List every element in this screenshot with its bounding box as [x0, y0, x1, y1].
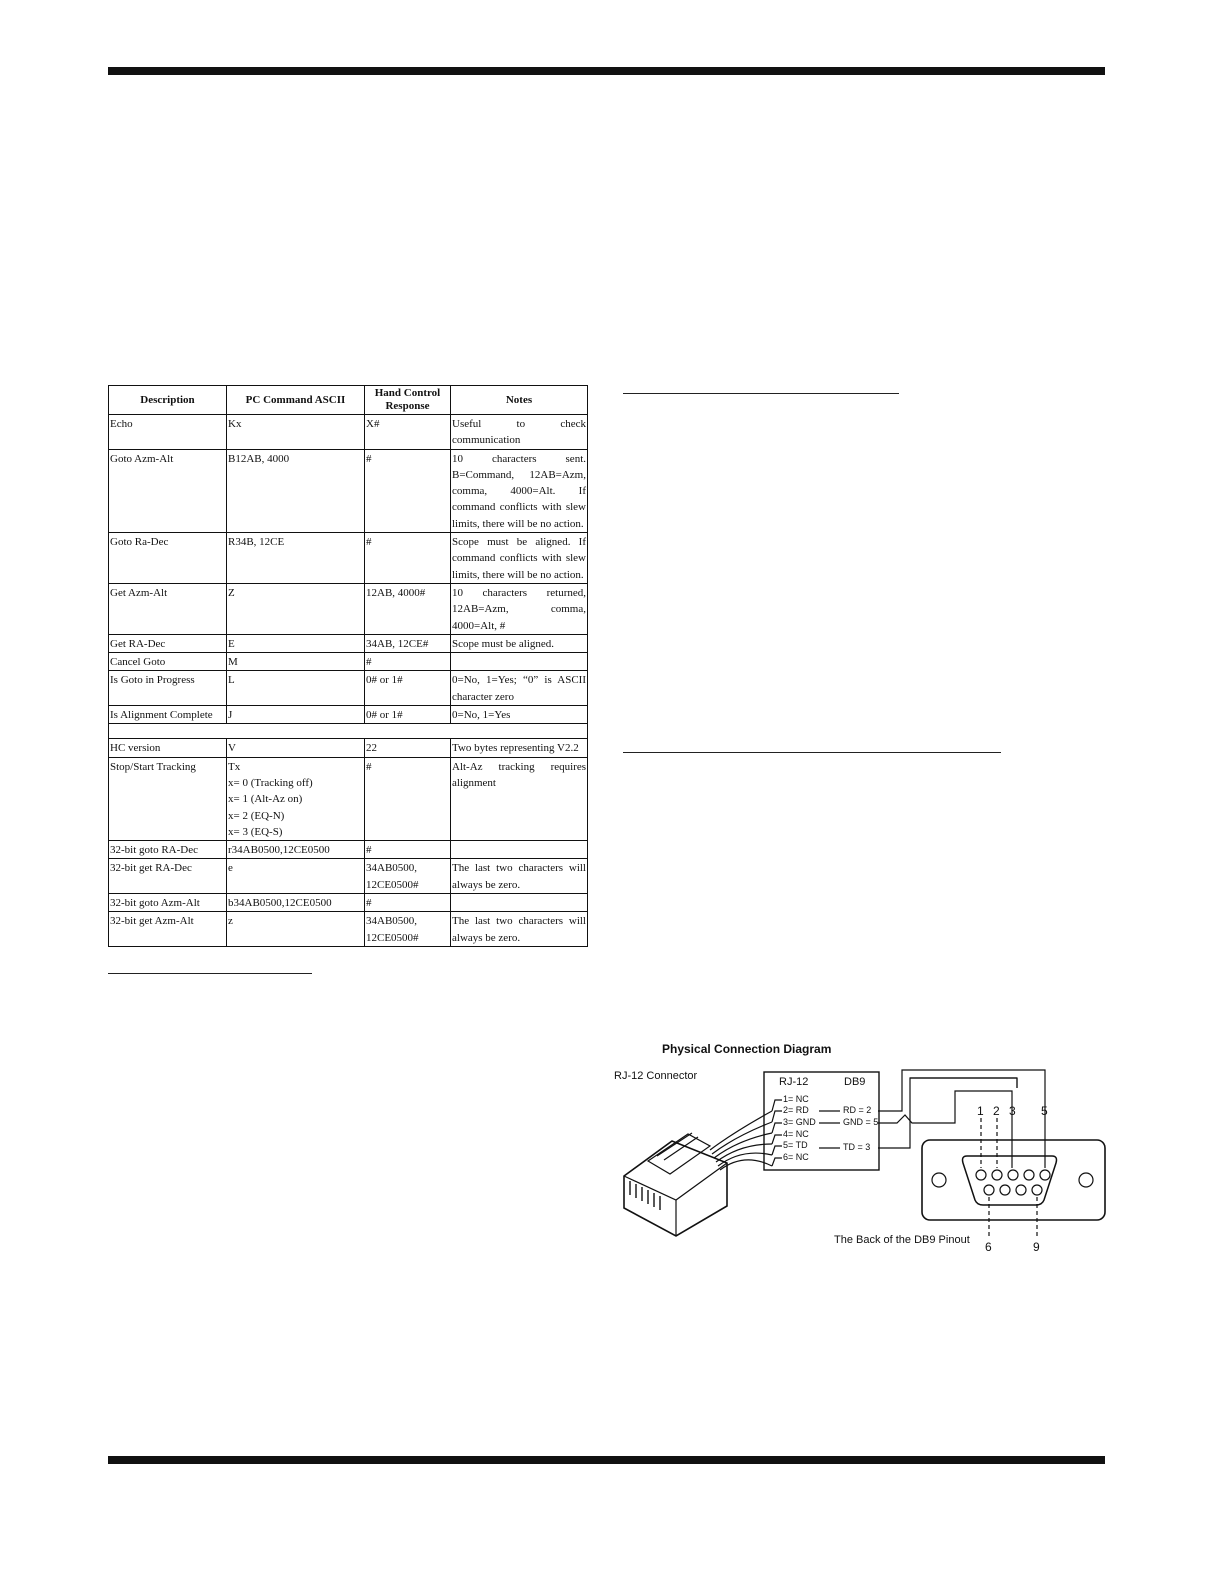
cell-notes: [451, 533, 588, 584]
cell-notes: [451, 671, 588, 706]
table-row: [109, 757, 588, 840]
rj12-pin-1: 1= NC: [783, 1094, 809, 1104]
connector-label: RJ-12 Connector: [614, 1070, 698, 1082]
cell-hc-response: [365, 706, 451, 724]
notes-text: 0=No, 1=Yes: [452, 709, 511, 722]
cell-pc-command-line: x= 0 (Tracking off): [228, 776, 313, 789]
cell-pc-command-line: x= 3 (EQ-S): [228, 825, 283, 838]
cell-hc-response-line: 0# or 1#: [366, 709, 403, 722]
cell-hc-response: [365, 671, 451, 706]
cell-notes: [451, 912, 588, 947]
cell-pc-command-line: R34B, 12CE: [228, 536, 285, 549]
cell-pc-command-line: b34AB0500,12CE0500: [228, 897, 332, 910]
table-row: [109, 671, 588, 706]
description-text: Get Azm-Alt: [110, 586, 168, 599]
table-header-row: [109, 386, 588, 415]
cell-notes: [451, 894, 588, 912]
notes-text: 0=No, 1=Yes; “0” is ASCII character zero: [452, 674, 586, 703]
cell-pc-command: [227, 706, 365, 724]
table-row: [109, 739, 588, 757]
cell-pc-command-line: J: [228, 709, 233, 722]
db9-pin-number-2: 2: [993, 1104, 1000, 1118]
db9-pin-number-9: 9: [1033, 1240, 1040, 1254]
db9-map-td: TD = 3: [843, 1142, 871, 1152]
cell-hc-response: [365, 415, 451, 450]
db9-caption: The Back of the DB9 Pinout: [834, 1234, 970, 1246]
cell-hc-response-line: #: [366, 897, 372, 910]
cell-description: [109, 894, 227, 912]
cell-pc-command-line: x= 2 (EQ-N): [228, 809, 285, 822]
section-underline-right-2: [623, 752, 1001, 753]
table-row: [109, 634, 588, 652]
physical-connection-diagram: [612, 1038, 1107, 1263]
diagram-title: Physical Connection Diagram: [662, 1042, 832, 1056]
cell-pc-command-line: B12AB, 4000: [228, 452, 290, 465]
cell-description: [109, 739, 227, 757]
cell-pc-command-line: M: [228, 656, 238, 669]
table-row: [109, 894, 588, 912]
cell-notes: [451, 739, 588, 757]
cell-hc-response-line: #: [366, 452, 372, 465]
cell-pc-command-line: Tx: [228, 760, 241, 773]
section-underline-right-1: [623, 393, 899, 394]
cell-pc-command: [227, 859, 365, 894]
description-text: 32-bit goto RA-Dec: [110, 844, 198, 857]
description-text: Goto Azm-Alt: [110, 452, 174, 465]
db9-pin-number-1: 1: [977, 1104, 984, 1118]
cell-description: [109, 706, 227, 724]
table-body: [109, 415, 588, 947]
cell-pc-command-line: e: [228, 862, 233, 875]
cell-hc-response-line: 34AB0500,: [366, 862, 418, 875]
description-text: Get RA-Dec: [110, 637, 166, 650]
cell-pc-command-line: x= 1 (Alt-Az on): [228, 793, 303, 806]
header-notes: Notes: [451, 386, 588, 415]
cell-hc-response: [365, 739, 451, 757]
description-text: Cancel Goto: [110, 656, 166, 669]
description-text: 32-bit get RA-Dec: [110, 862, 192, 875]
rj12-pin-4: 4= NC: [783, 1129, 809, 1139]
db9-pin-number-5: 5: [1041, 1104, 1048, 1118]
cell-description: [109, 671, 227, 706]
table-row: [109, 706, 588, 724]
top-rule: [108, 67, 1105, 75]
cell-description: [109, 841, 227, 859]
cell-pc-command: [227, 671, 365, 706]
cell-pc-command-line: Z: [228, 586, 235, 599]
table-row: [109, 912, 588, 947]
cell-hc-response-line: #: [366, 536, 372, 549]
cell-hc-response-line: #: [366, 656, 372, 669]
notes-text: Alt-Az tracking requires alignment: [452, 760, 586, 789]
header-pc-command: PC Command ASCII: [227, 386, 365, 415]
cell-pc-command: [227, 533, 365, 584]
cell-hc-response-line: 12AB, 4000#: [366, 586, 426, 599]
description-text: 32-bit get Azm-Alt: [110, 915, 194, 928]
cell-hc-response: [365, 894, 451, 912]
cell-pc-command-line: L: [228, 674, 235, 687]
command-table: [108, 385, 588, 947]
table-row: [109, 859, 588, 894]
cell-notes: [451, 653, 588, 671]
cell-pc-command: [227, 415, 365, 450]
cell-pc-command-line: V: [228, 742, 236, 755]
cell-hc-response-line: X#: [366, 418, 380, 430]
cell-hc-response: [365, 757, 451, 840]
section-underline-left: [108, 973, 312, 974]
description-text: Echo: [110, 418, 133, 430]
cell-notes: [451, 706, 588, 724]
cell-description: [109, 757, 227, 840]
cell-notes: [451, 757, 588, 840]
notes-text: Scope must be aligned. If command conflicts with slew limits, there will be no action.: [452, 536, 586, 581]
cell-pc-command: [227, 634, 365, 652]
cell-hc-response-line: #: [366, 844, 372, 857]
notes-text: 10 characters sent. B=Command, 12AB=Azm, comma, 4000=Alt. If command conflicts with slew limits, there will be no action.: [452, 452, 586, 530]
cell-notes: [451, 415, 588, 450]
table-row: [109, 653, 588, 671]
cell-hc-response: [365, 634, 451, 652]
notes-text: 10 characters returned, 12AB=Azm, comma, 4000=Alt, #: [452, 586, 586, 632]
cell-pc-command: [227, 841, 365, 859]
description-text: 32-bit goto Azm-Alt: [110, 897, 200, 910]
description-text: Is Goto in Progress: [110, 674, 195, 687]
cell-hc-response: [365, 859, 451, 894]
cell-pc-command: [227, 653, 365, 671]
cell-description: [109, 449, 227, 532]
header-hc-response: Hand Control Response: [365, 386, 451, 415]
cell-hc-response-line: 34AB, 12CE#: [366, 637, 429, 650]
db9-map-rd: RD = 2: [843, 1105, 872, 1115]
cell-pc-command: [227, 583, 365, 634]
cell-description: [109, 653, 227, 671]
header-description: Description: [109, 386, 227, 415]
rj12-pin-3: 3= GND: [783, 1117, 816, 1127]
cell-pc-command: [227, 894, 365, 912]
table-row: [109, 841, 588, 859]
cell-hc-response: [365, 841, 451, 859]
table-row: [109, 583, 588, 634]
cell-hc-response: [365, 912, 451, 947]
rj12-pin-5: 5= TD: [783, 1140, 808, 1150]
cell-notes: [451, 859, 588, 894]
cell-hc-response: [365, 449, 451, 532]
cell-pc-command-line: r34AB0500,12CE0500: [228, 844, 330, 857]
cell-pc-command: [227, 757, 365, 840]
db9-map-gnd: GND = 5: [843, 1117, 879, 1127]
cell-description: [109, 583, 227, 634]
rj12-pin-6: 6= NC: [783, 1152, 809, 1162]
rj12-header: RJ-12: [779, 1076, 809, 1088]
description-text: HC version: [110, 742, 161, 755]
table-row: [109, 449, 588, 532]
cell-pc-command-line: z: [228, 915, 233, 928]
description-text: Is Alignment Complete: [110, 709, 213, 722]
cell-hc-response-line: 12CE0500#: [366, 931, 419, 944]
cell-pc-command: [227, 739, 365, 757]
db9-pin-number-3: 3: [1009, 1104, 1016, 1118]
notes-text: Two bytes representing V2.2: [452, 742, 579, 755]
cell-notes: [451, 583, 588, 634]
cell-hc-response-line: #: [366, 760, 372, 773]
db9-pin-number-6: 6: [985, 1240, 992, 1254]
cell-notes: [451, 634, 588, 652]
cell-pc-command: [227, 912, 365, 947]
bottom-rule: [108, 1456, 1105, 1464]
description-text: Goto Ra-Dec: [110, 536, 169, 549]
db9-header: DB9: [844, 1076, 866, 1088]
notes-text: Scope must be aligned.: [452, 637, 555, 650]
cell-notes: [451, 841, 588, 859]
cell-hc-response: [365, 653, 451, 671]
cell-hc-response: [365, 533, 451, 584]
rj12-pin-2: 2= RD: [783, 1105, 809, 1115]
cell-description: [109, 415, 227, 450]
notes-text: The last two characters will always be zero.: [452, 915, 586, 944]
notes-text: Useful to check communication: [452, 418, 586, 447]
table-row: [109, 533, 588, 584]
cell-description: [109, 912, 227, 947]
cell-notes: [451, 449, 588, 532]
cell-hc-response: [365, 583, 451, 634]
cell-description: [109, 634, 227, 652]
cell-description: [109, 533, 227, 584]
cell-pc-command-line: Kx: [228, 418, 242, 430]
table-spacer-cell: [109, 724, 588, 739]
table-row: [109, 724, 588, 739]
description-text: Stop/Start Tracking: [110, 760, 196, 773]
cell-hc-response-line: 0# or 1#: [366, 674, 403, 687]
notes-text: The last two characters will always be zero.: [452, 862, 586, 891]
cell-hc-response-line: 12CE0500#: [366, 878, 419, 891]
cell-hc-response-line: 34AB0500,: [366, 915, 418, 928]
cell-description: [109, 859, 227, 894]
table-row: [109, 415, 588, 450]
cell-pc-command-line: E: [228, 637, 235, 650]
cell-hc-response-line: 22: [366, 742, 377, 755]
cell-pc-command: [227, 449, 365, 532]
